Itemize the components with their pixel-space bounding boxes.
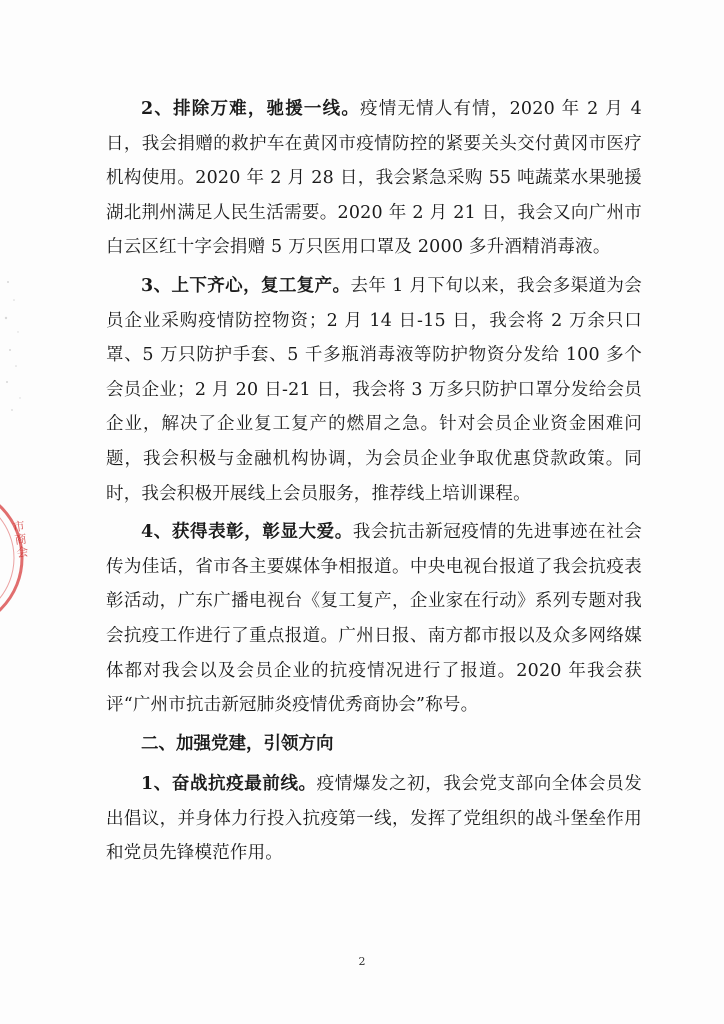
document-body [106,92,642,875]
page-number: 2 [358,955,366,968]
paragraph-recognition [106,515,642,723]
paragraph-resumption [106,269,642,511]
paragraph-party-frontline [106,767,642,871]
paragraph-lead: 3、上下齐心，复工复产。 [141,275,351,296]
paragraph-text: 疫情爆发之初，我会党支部向全体会员发出倡议，并身体力行投入抗疫第一线，发挥了党组织的战斗堡垒作用和党员先锋模范作用。 [106,774,642,864]
paragraph-text: 疫情无情人有情，2020 年 2 月 4 日，我会捐赠的救护车在黄冈市疫情防控的紧要关头交付黄冈市医疗机构使用。2020 年 2 月 28 日，我会紧急采购 55 吨蔬菜水果驰援湖北荆州满足人民生活需要。2020 年 2 月 21 日，我会又向广州市白云区红十字会捐赠 5 万只医用口罩及 2000 多升酒精消毒液。 [106,99,642,258]
paragraph-text: 我会抗击新冠疫情的先进事迹在社会传为佳话，省市各主要媒体争相报道。中央电视台报道了我会抗疫表彰活动，广东广播电视台《复工复产，企业家在行动》系列专题对我会抗疫工作进行了重点报道。广州日报、南方都市报以及众多网络媒体都对我会以及会员企业的抗疫情况进行了报道。2020 年我会获评“广州市抗击新冠肺炎疫情优秀商协会”称号。 [106,522,642,716]
paragraph-text: 去年 1 月下旬以来，我会多渠道为会员企业采购疫情防控物资；2 月 14 日-15 日，我会将 2 万余只口罩、5 万只防护手套、5 千多瓶消毒液等防护物资分发给 100 多个会员企业；2 月 20 日-21 日，我会将 3 万多只防护口罩分发给会员企业，解决了企业复工复产的燃眉之急。针对会员企业资金困难问题，我会积极与金融机构协调，为会员企业争取优惠贷款政策。同时，我会积极开展线上会员服务，推荐线上培训课程。 [106,275,643,504]
paragraph-lead: 1、奋战抗疫最前线。 [141,774,317,795]
paragraph-lead: 4、获得表彰，彰显大爱。 [141,522,353,543]
paragraph-lead: 2、排除万难，驰援一线。 [141,99,361,119]
paragraph-relief [106,92,642,265]
seal-lettering: 市商会 [10,519,30,560]
scan-noise-mark [2,270,30,420]
section-heading: 二、加强党建，引领方向 [141,733,334,754]
